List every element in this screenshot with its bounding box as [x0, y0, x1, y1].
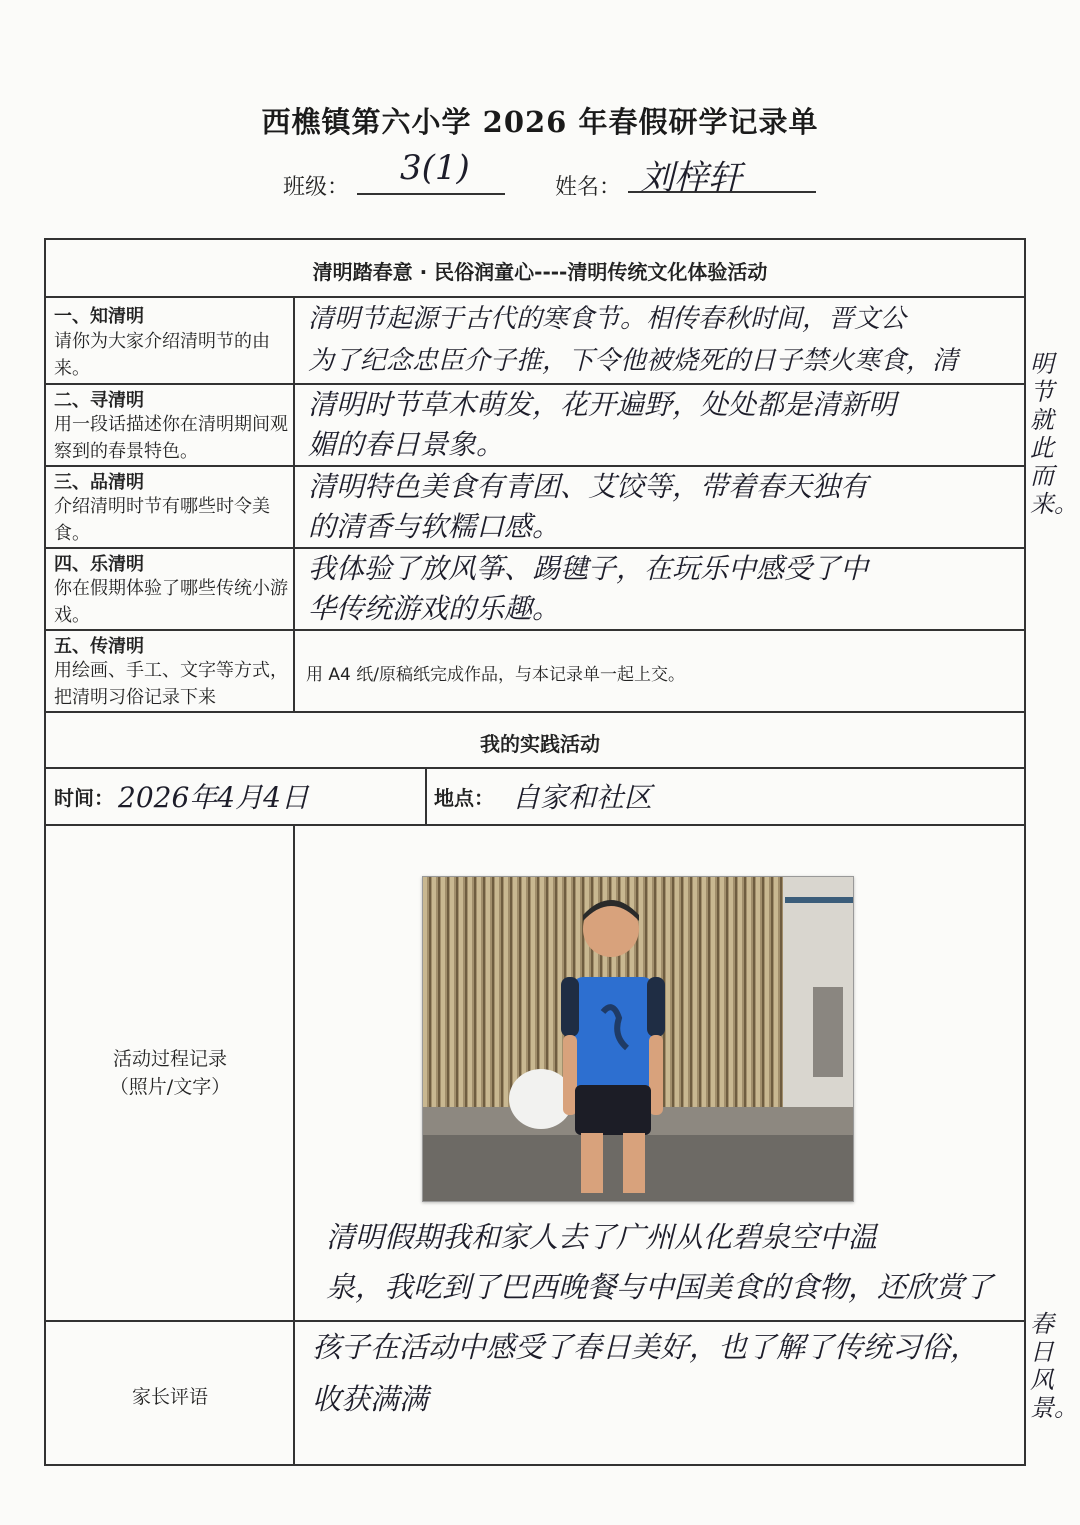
- name-label: 姓名：: [555, 175, 622, 200]
- rule-under-practice-heading: [44, 767, 1026, 769]
- section-2-answer-line-2: 媚的春日景象。: [308, 428, 505, 461]
- section-2-title: 二、寻清明: [54, 390, 144, 411]
- name-value: 刘梓轩: [640, 158, 742, 198]
- section-4-answer-line-2: 华传统游戏的乐趣。: [308, 592, 561, 625]
- parent-comment-line-2: 收获满满: [312, 1382, 429, 1416]
- section-5-title: 五、传清明: [54, 636, 144, 657]
- section-2-prompt: 用一段话描述你在清明期间观察到的春景特色。: [54, 414, 288, 462]
- sheet-title: 西樵镇第六小学 2026 年春假研学记录单: [261, 105, 819, 139]
- divider-record-column: [293, 824, 295, 1466]
- record-line-2: 泉，我吃到了巴西晚餐与中国美食的食物，还欣赏了: [326, 1270, 994, 1304]
- parent-comment-line-1: 孩子在活动中感受了春日美好，也了解了传统习俗，: [312, 1330, 980, 1364]
- section-4-title: 四、乐清明: [54, 554, 144, 575]
- place-label: 地点：: [434, 786, 494, 810]
- record-label-line-2: （照片/文字）: [109, 1076, 231, 1098]
- record-line-1: 清明假期我和家人去了广州从化碧泉空中温: [326, 1220, 878, 1254]
- activity-photo: [422, 876, 854, 1202]
- divider-question-column: [293, 296, 295, 711]
- section-3-answer-line-1: 清明特色美食有青团、艾饺等，带着春天独有: [308, 470, 869, 503]
- class-label: 班级：: [283, 175, 350, 200]
- section-3-title: 三、品清明: [54, 472, 144, 493]
- time-label: 时间：: [54, 786, 114, 810]
- class-underline: [357, 193, 505, 195]
- section-4-prompt: 你在假期体验了哪些传统小游戏。: [54, 578, 288, 626]
- rule-under-time-place: [44, 824, 1026, 826]
- time-value: 2026年4月4日: [118, 781, 309, 814]
- practice-heading: 我的实践活动: [480, 732, 600, 756]
- parent-comment-label: 家长评语: [131, 1386, 208, 1408]
- section-1-answer-line-1: 清明节起源于古代的寒食节。相传春秋时间，晋文公: [308, 304, 907, 334]
- divider-time-place: [425, 767, 427, 824]
- section-3-answer-line-2: 的清香与软糯口感。: [308, 510, 561, 543]
- record-label-line-1: 活动过程记录: [112, 1048, 227, 1070]
- section-2-answer-line-1: 清明时节草木萌发，花开遍野，处处都是清新明: [308, 388, 897, 421]
- place-value: 自家和社区: [512, 781, 653, 814]
- rule-under-section-5: [44, 711, 1026, 713]
- margin-note-record: 春日风景。: [1030, 1310, 1078, 1422]
- section-3-prompt: 介绍清明时节有哪些时令美食。: [54, 496, 270, 544]
- section-1-answer-line-2: 为了纪念忠臣介子推，下令他被烧死的日子禁火寒食，清: [308, 346, 959, 376]
- section-1-prompt: 请你为大家介绍清明节的由来。: [54, 331, 270, 379]
- section-5-prompt: 用绘画、手工、文字等方式，把清明习俗记录下来: [54, 660, 288, 708]
- section-1-title: 一、知清明: [54, 306, 144, 327]
- activity-title: 清明踏春意 · 民俗润童心----清明传统文化体验活动: [312, 260, 768, 284]
- section-4-answer-line-1: 我体验了放风筝、踢毽子，在玩乐中感受了中: [308, 552, 869, 585]
- section-5-printed-answer: 用 A4 纸/原稿纸完成作品，与本记录单一起上交。: [306, 665, 685, 685]
- class-value: 3(1): [400, 148, 470, 188]
- margin-note-section-1: 明节就此而来。: [1030, 350, 1078, 518]
- rule-above-parent-comment: [44, 1320, 1026, 1322]
